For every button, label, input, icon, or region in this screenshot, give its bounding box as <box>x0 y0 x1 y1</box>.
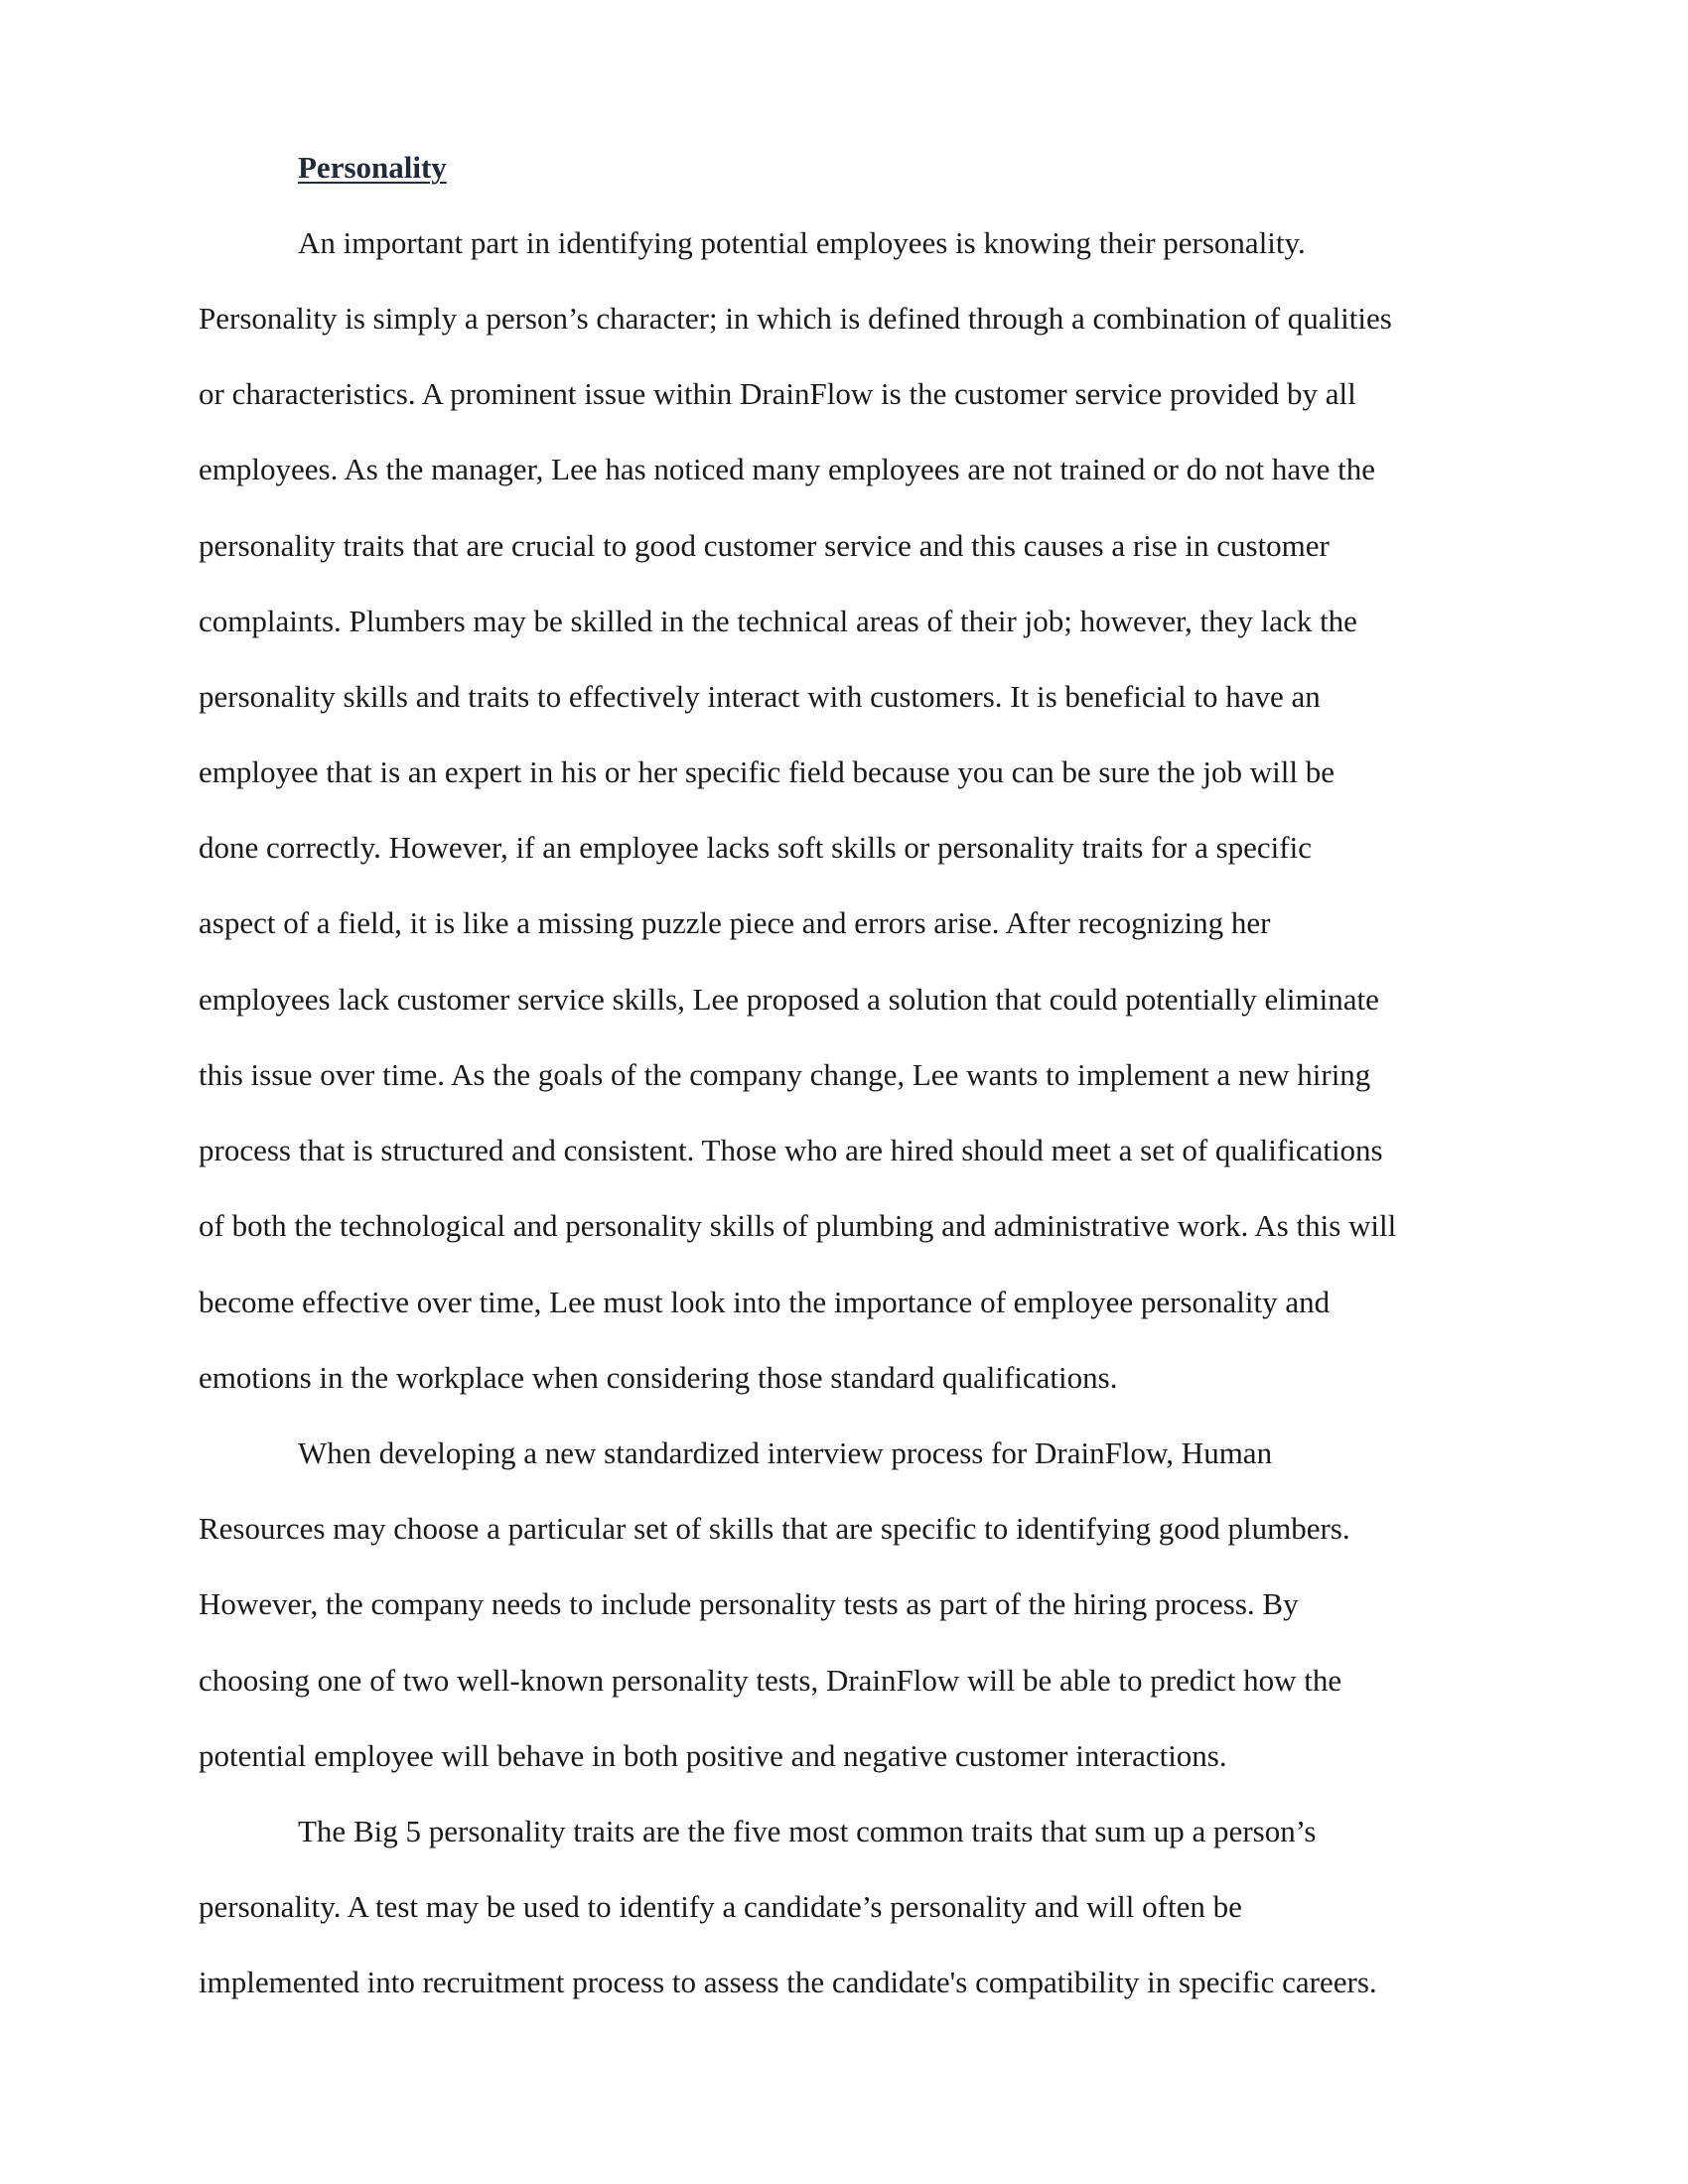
paragraph-line: employees. As the manager, Lee has noticed many employees are not trained or do not have the <box>199 452 1375 486</box>
paragraph-line: employee that is an expert in his or her specific field because you can be sure the job will be <box>199 754 1336 789</box>
section-heading: Personality <box>298 150 447 185</box>
paragraph-line: Resources may choose a particular set of skills that are specific to identifying good plumbers. <box>199 1511 1350 1546</box>
paragraph-line: or characteristics. A prominent issue within DrainFlow is the customer service provided by all <box>199 376 1356 411</box>
paragraph-line: personality skills and traits to effectively interact with customers. It is beneficial to have an <box>199 679 1321 714</box>
paragraph-line: personality traits that are crucial to good customer service and this causes a rise in customer <box>199 528 1330 563</box>
paragraph-line: this issue over time. As the goals of the company change, Lee wants to implement a new hiring <box>199 1057 1371 1092</box>
paragraph-line: However, the company needs to include personality tests as part of the hiring process. By <box>199 1586 1299 1621</box>
paragraph-line: The Big 5 personality traits are the five most common traits that sum up a person’s <box>298 1814 1317 1848</box>
paragraph-line: Personality is simply a person’s character; in which is defined through a combination of qualities <box>199 301 1392 336</box>
paragraph-line: implemented into recruitment process to assess the candidate's compatibility in specific careers. <box>199 1965 1377 1999</box>
paragraph-line: personality. A test may be used to identify a candidate’s personality and will often be <box>199 1889 1242 1924</box>
paragraph-line: emotions in the workplace when considering those standard qualifications. <box>199 1360 1118 1395</box>
paragraph-line: choosing one of two well-known personality tests, DrainFlow will be able to predict how the <box>199 1663 1342 1698</box>
paragraph-line: done correctly. However, if an employee lacks soft skills or personality traits for a specific <box>199 830 1312 865</box>
paragraph-line: of both the technological and personality skills of plumbing and administrative work. As this will <box>199 1208 1397 1243</box>
paragraph-line: become effective over time, Lee must look into the importance of employee personality and <box>199 1285 1331 1319</box>
paragraph-line: potential employee will behave in both positive and negative customer interactions. <box>199 1738 1227 1773</box>
paragraph-line: aspect of a field, it is like a missing puzzle piece and errors arise. After recognizing her <box>199 905 1271 940</box>
paragraph-line: complaints. Plumbers may be skilled in the technical areas of their job; however, they lack the <box>199 604 1357 638</box>
paragraph-line: An important part in identifying potential employees is knowing their personality. <box>298 225 1306 260</box>
paragraph-line: When developing a new standardized interview process for DrainFlow, Human <box>298 1435 1273 1470</box>
paragraph-line: employees lack customer service skills, Lee proposed a solution that could potentially eliminate <box>199 982 1379 1017</box>
paragraph-line: process that is structured and consistent. Those who are hired should meet a set of qualifications <box>199 1133 1383 1167</box>
